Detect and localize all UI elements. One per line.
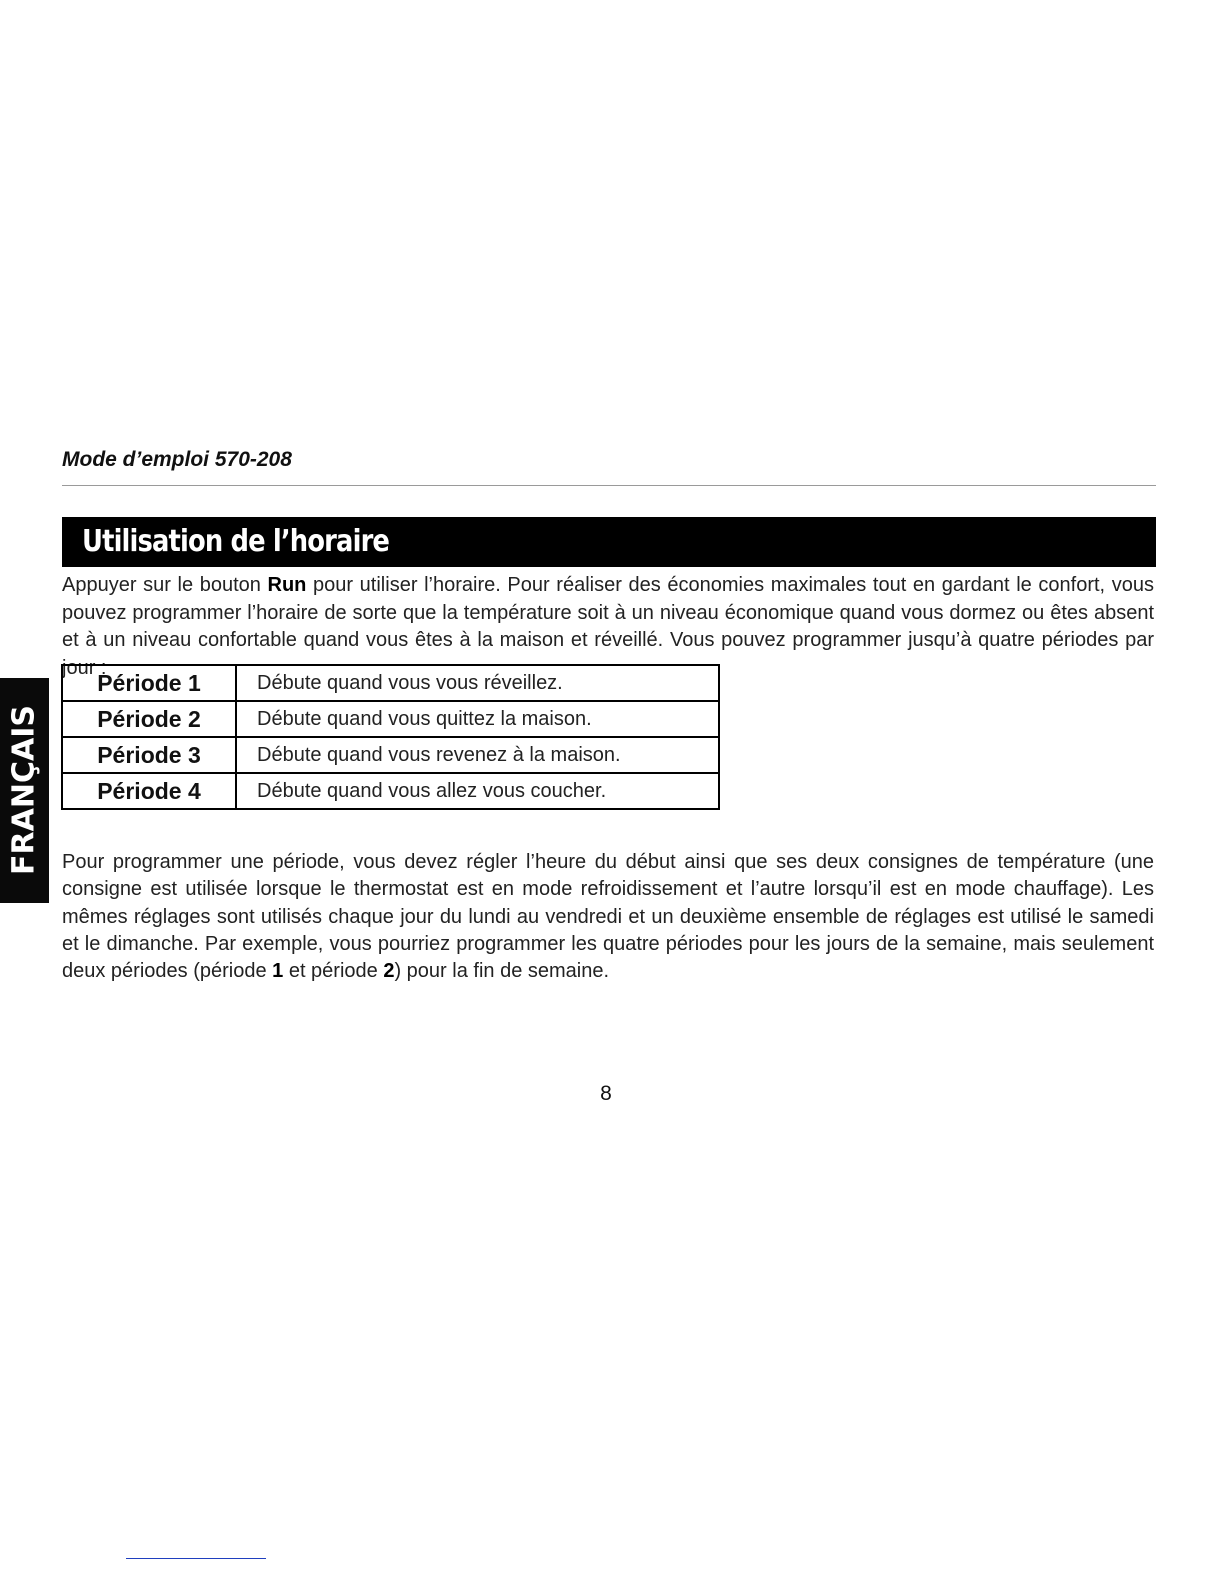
header-divider (62, 485, 1156, 486)
body-text-part1: Pour programmer une période, vous devez régler l’heure du début ainsi que ses deux consignes de température (une consigne est utilisée lorsque le thermostat est en mode refroidissement et l’autre lorsqu’il est en mode chauffage). Les mêmes réglages sont utilisés chaque jour du lundi au vendredi et un deuxième ensemble de réglages est utilisé le samedi et le dimanche. Par exemple, vous pourriez programmer les quatre périodes pour les jours de la semaine, mais seulement deux périodes (période (62, 851, 1154, 983)
period-label: Période 2 (62, 701, 236, 737)
footer-rule (126, 1558, 266, 1559)
document-header-title: Mode d’emploi 570-208 (62, 448, 292, 471)
section-title: Utilisation de l’horaire (82, 524, 390, 559)
period-label: Période 3 (62, 737, 236, 773)
periods-table (61, 664, 720, 810)
intro-text-start: Appuyer sur le bouton (62, 574, 268, 596)
period-row (62, 737, 719, 773)
intro-text-end: pour utiliser l’horaire. Pour réaliser des économies maximales tout en gardant le confort, vous pouvez programmer l’horaire de sorte que la température soit à un niveau économique quand vous dormez ou êtes absent et à un niveau confortable quand vous êtes à la maison et réveillé. Vous pouvez programmer jusqu’à quatre périodes par jour : (62, 574, 1154, 679)
period-description: Débute quand vous vous réveillez. (236, 665, 719, 701)
body-period-number: 2 (383, 960, 395, 983)
period-description: Débute quand vous revenez à la maison. (236, 737, 719, 773)
body-paragraph (62, 849, 1154, 985)
language-side-tab (0, 678, 49, 903)
body-text-part2: et période (283, 960, 384, 983)
section-title-banner (62, 517, 1156, 567)
page-number: 8 (600, 1082, 612, 1105)
period-label: Période 1 (62, 665, 236, 701)
period-row (62, 701, 719, 737)
period-label: Période 4 (62, 773, 236, 809)
body-period-number: 1 (272, 960, 284, 983)
language-side-tab-label: FRANÇAIS (6, 705, 42, 875)
period-description: Débute quand vous quittez la maison. (236, 701, 719, 737)
period-row (62, 665, 719, 701)
period-description: Débute quand vous allez vous coucher. (236, 773, 719, 809)
run-button-label: Run (267, 574, 307, 596)
period-row (62, 773, 719, 809)
body-text-part3: ) pour la fin de semaine. (394, 960, 610, 983)
